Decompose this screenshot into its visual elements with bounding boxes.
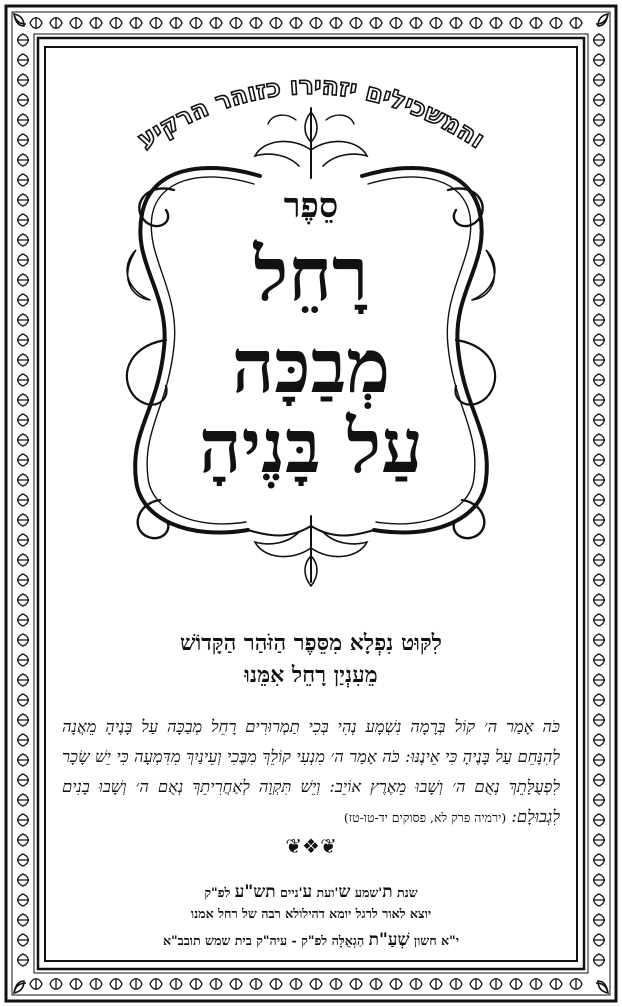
footer-occasion-line: יוצא לאור לרגל יומא דהילולא רבה של רחל אמנו <box>190 906 432 921</box>
verse-paragraph <box>62 712 560 833</box>
footer-date-prefix: י"א חשון <box>409 933 460 948</box>
footer-year-prefix: שנת <box>392 885 418 900</box>
footer-year-number: תש"ע <box>234 882 276 902</box>
footer-year-word-2: 'ועת <box>312 885 339 900</box>
footer-date-suffix: הַגְאֻלָּה לפ"ק - עיה"ק בית שמש תובב"א <box>162 933 369 948</box>
verse-source: (ירמיה פרק לא, פסוקים יד-טו-טז) <box>343 810 507 825</box>
footer-year-suffix: לפ"ק <box>204 885 235 900</box>
footer-year-word-3: 'ניים <box>275 885 303 900</box>
title-line-2: מְבַכָּה <box>231 324 391 410</box>
subtitle-line-2: מֵעִנְיַן רָחֵל אִמֵּנוּ <box>244 662 378 688</box>
title-line-3: עַל בָּנֶיהָ <box>199 404 423 490</box>
footer-year-letter-2: ש <box>338 882 351 902</box>
title-line-1: רָחֵל <box>253 232 369 318</box>
footer-year-letter-3: ע <box>302 882 313 902</box>
footer-year-word-1: 'שמע <box>350 885 383 900</box>
footer-year-line <box>70 882 552 902</box>
subtitle-line-1: לִקּוּט נִפְלָא מִסֵּפֶר הַזֹּהַר הַקָּדוֹשׁ <box>180 630 442 656</box>
footer-year-letter-1: ת <box>382 882 393 902</box>
verse-text: כֹּה אָמַר ה׳ קוֹל בְּרָמָה נִשְׁמָע נְהִי בְּכִי תַמְרוּרִים רָחֵל מְבַכָּה עַל בָּנֶיהָ מֵאֲנָה לְהִנָּחֵם עַל בָּנֶיהָ כִּי אֵינֶנּוּ: כֹּה אָמַר ה׳ מִנְעִי קוֹלֵךְ מִבֶּכִי וְעֵינַיִךְ מִדִּמְעָה כִּי יֵשׁ שָׂכָר לִפְעֻלָּתֵךְ נְאֻם ה׳ וְשָׁבוּ מֵאֶרֶץ אוֹיֵב: וְיֵשׁ תִּקְוָה לְאַחֲרִיתֵךְ נְאֻם ה׳ וְשָׁבוּ בָנִים לִגְבוּלָם: <box>62 717 560 826</box>
footer-date-highlight: שְׁעַ"ת <box>368 930 410 950</box>
footer-date-line <box>70 930 552 950</box>
fleuron-icon: ❦❖❦ <box>285 834 337 858</box>
divider-ornament <box>0 834 622 858</box>
arched-title-text: והמשכילים יזהירו כזוהר הרקיע <box>132 70 490 155</box>
sefer-label: סֵפֶר <box>283 186 339 226</box>
